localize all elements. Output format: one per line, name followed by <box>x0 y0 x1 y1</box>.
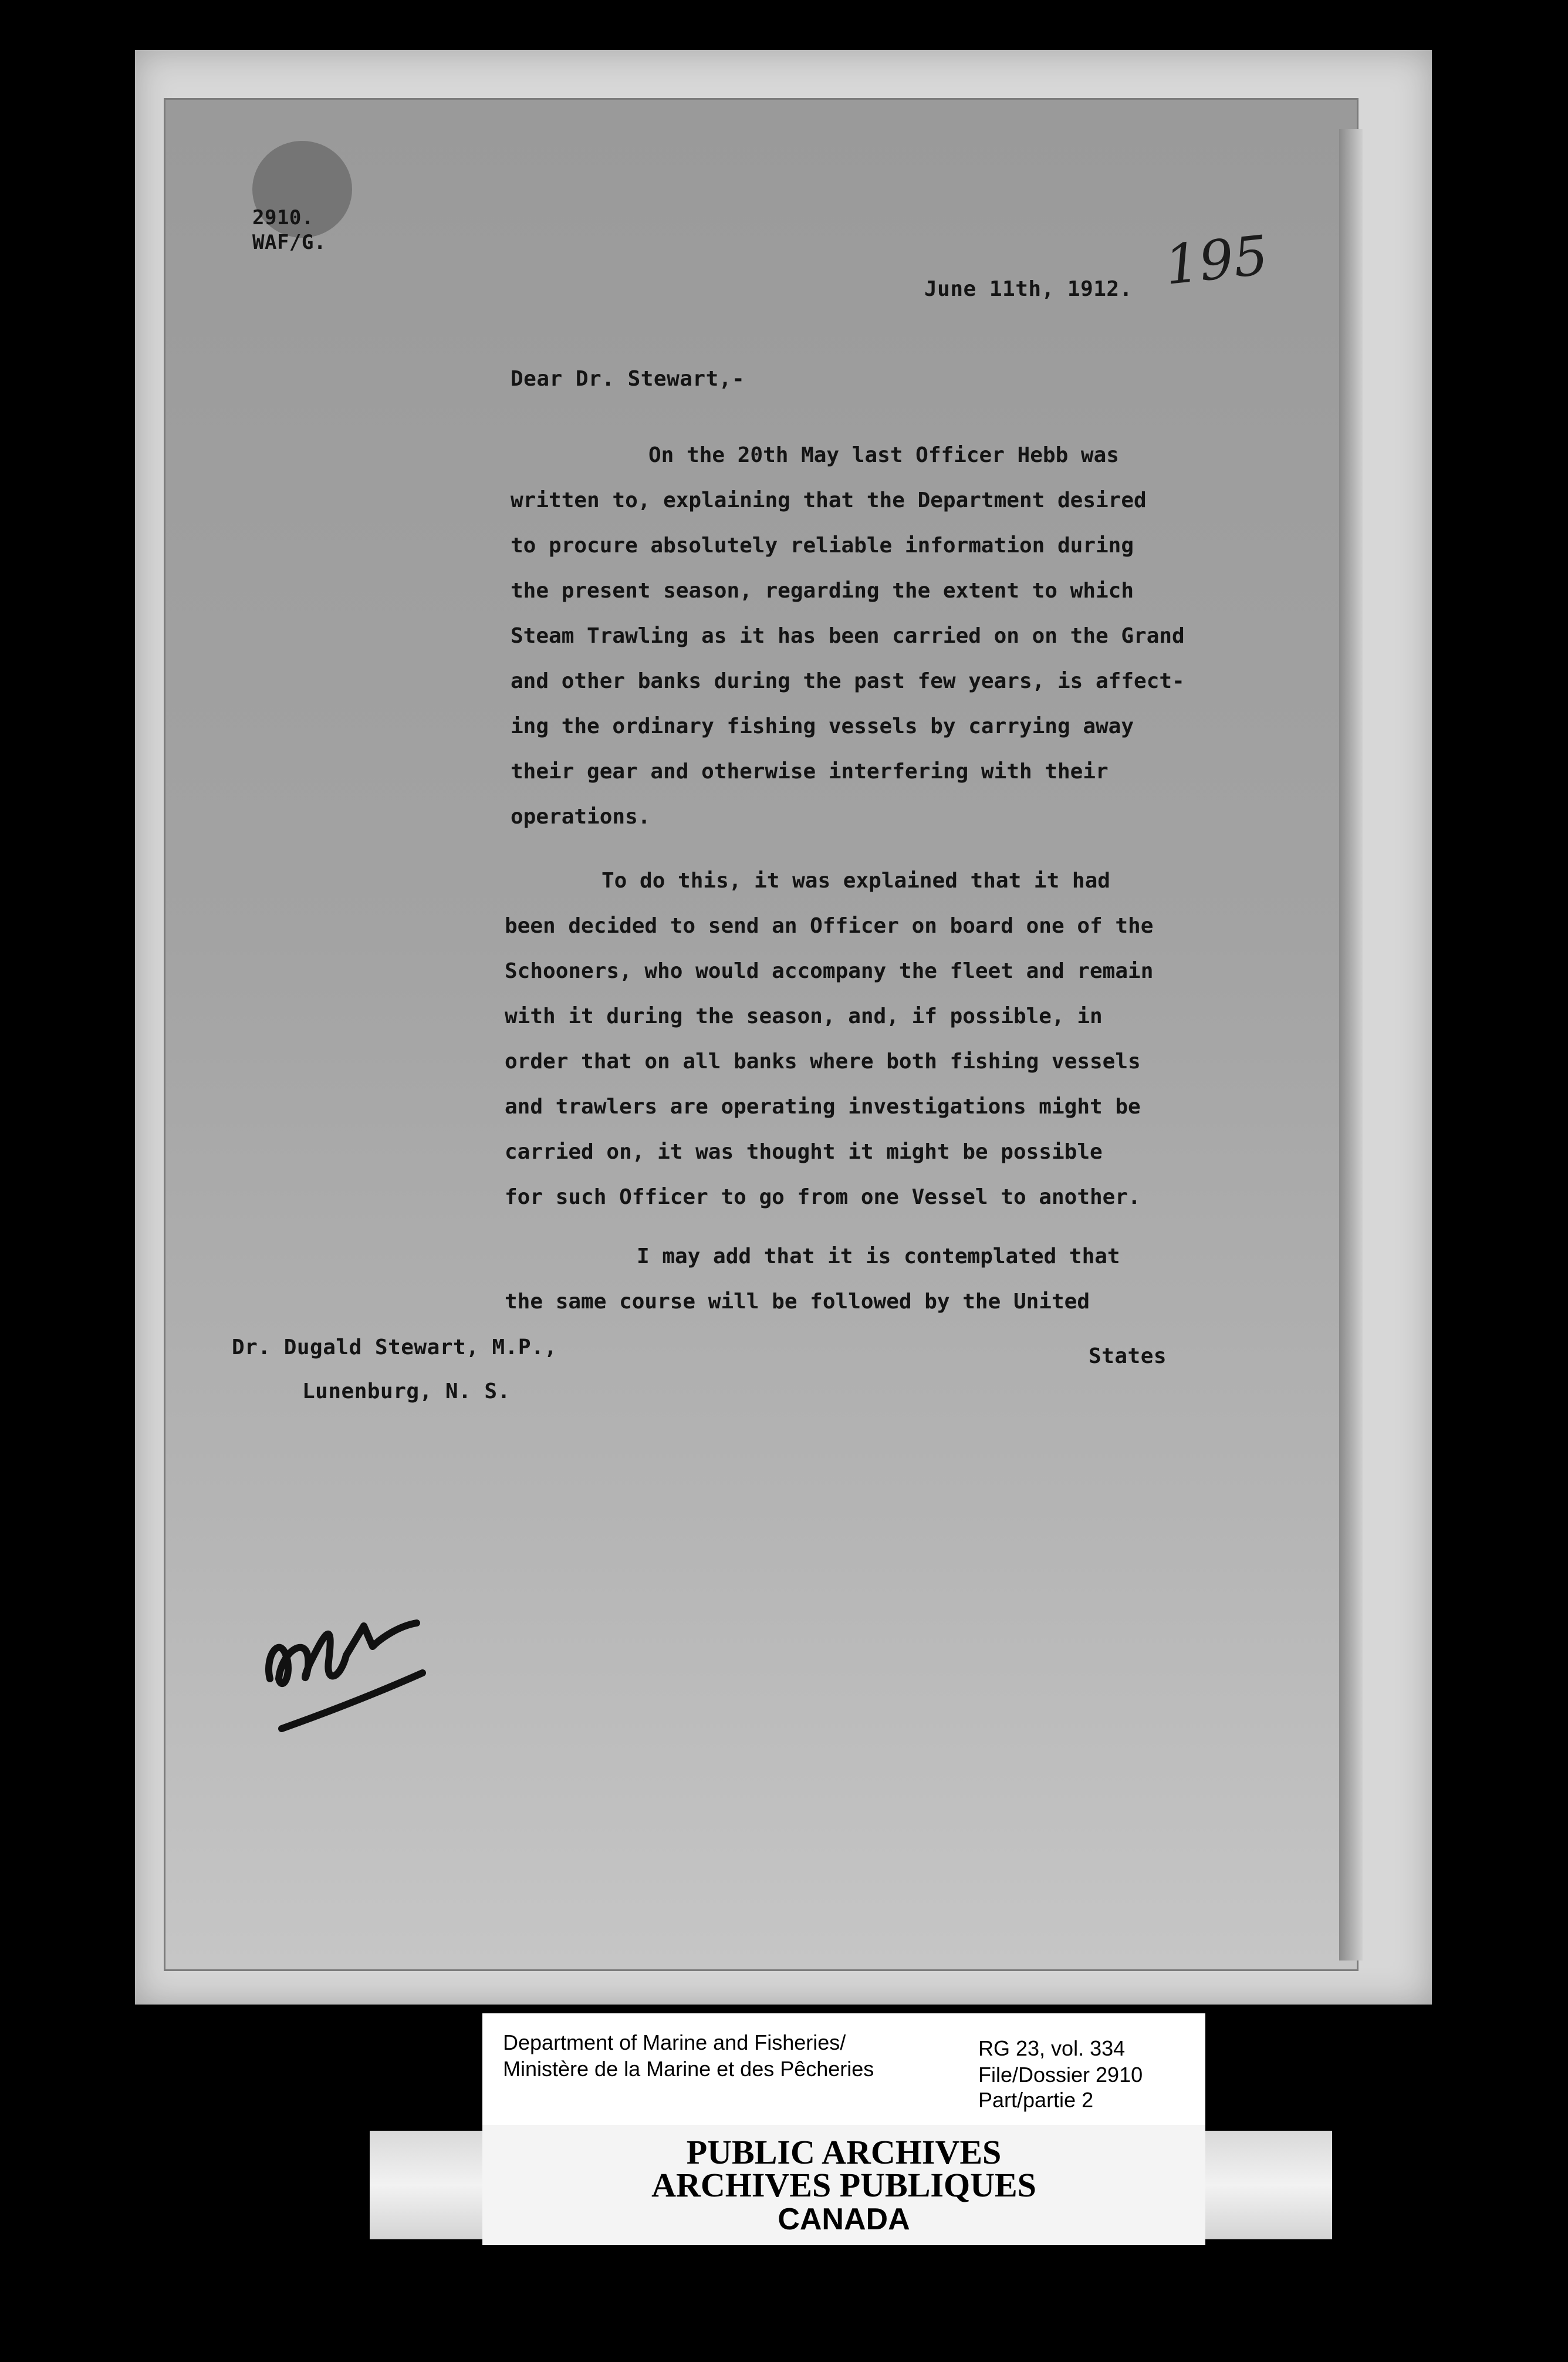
body-line: I may add that it is contemplated that <box>637 1244 1120 1268</box>
body-line: and other banks during the past few years, is affect- <box>511 669 1185 693</box>
initials: WAF/G. <box>252 231 326 254</box>
department-french: Ministère de la Marine et des Pêcheries <box>503 2057 874 2081</box>
pencil-page-number: 195 <box>1161 224 1271 297</box>
sheet-edge <box>1339 129 1363 1961</box>
body-line: written to, explaining that the Department desired <box>511 488 1147 512</box>
archives-line-french: ARCHIVES PUBLIQUES <box>651 2166 1036 2204</box>
body-line: to procure absolutely reliable information during <box>511 534 1134 558</box>
part-partie: Part/partie 2 <box>978 2088 1094 2112</box>
body-line: To do this, it was explained that it had <box>601 869 1110 893</box>
citation-label <box>482 2013 1205 2125</box>
department-english: Department of Marine and Fisheries/ <box>503 2030 846 2054</box>
body-line: Schooners, who would accompany the fleet and remain <box>505 959 1154 983</box>
body-line: with it during the season, and, if possible, in <box>505 1004 1103 1028</box>
salutation: Dear Dr. Stewart,- <box>511 367 745 391</box>
body-line: the present season, regarding the extent to which <box>511 579 1134 603</box>
letter-date: June 11th, 1912. <box>924 277 1133 301</box>
addressee-name: Dr. Dugald Stewart, M.P., <box>232 1335 557 1359</box>
body-line: and trawlers are operating investigations might be <box>505 1095 1141 1119</box>
record-group: RG 23, vol. 334 <box>978 2036 1126 2060</box>
addressee-place: Lunenburg, N. S. <box>302 1379 511 1403</box>
file-reference <box>252 205 326 255</box>
archives-line-english: PUBLIC ARCHIVES <box>686 2133 1002 2171</box>
body-line: On the 20th May last Officer Hebb was <box>648 443 1119 467</box>
archives-plate <box>482 2125 1205 2245</box>
body-line: operations. <box>511 805 651 829</box>
body-line: the same course will be followed by the United <box>505 1290 1090 1314</box>
body-line: ing the ordinary fishing vessels by carrying away <box>511 714 1134 738</box>
body-line: Steam Trawling as it has been carried on on the Grand <box>511 624 1185 648</box>
body-line: order that on all banks where both fishing vessels <box>505 1050 1141 1074</box>
file-dossier: File/Dossier 2910 <box>978 2063 1143 2087</box>
body-line: their gear and otherwise interfering with their <box>511 760 1109 784</box>
archives-line-country: CANADA <box>778 2202 910 2236</box>
file-number: 2910. <box>252 206 314 230</box>
continuation-word: States <box>1089 1344 1167 1368</box>
handwritten-initials <box>246 1591 446 1743</box>
body-line: for such Officer to go from one Vessel to another. <box>505 1185 1141 1209</box>
body-line: been decided to send an Officer on board one of the <box>505 914 1154 938</box>
body-line: carried on, it was thought it might be possible <box>505 1140 1103 1164</box>
